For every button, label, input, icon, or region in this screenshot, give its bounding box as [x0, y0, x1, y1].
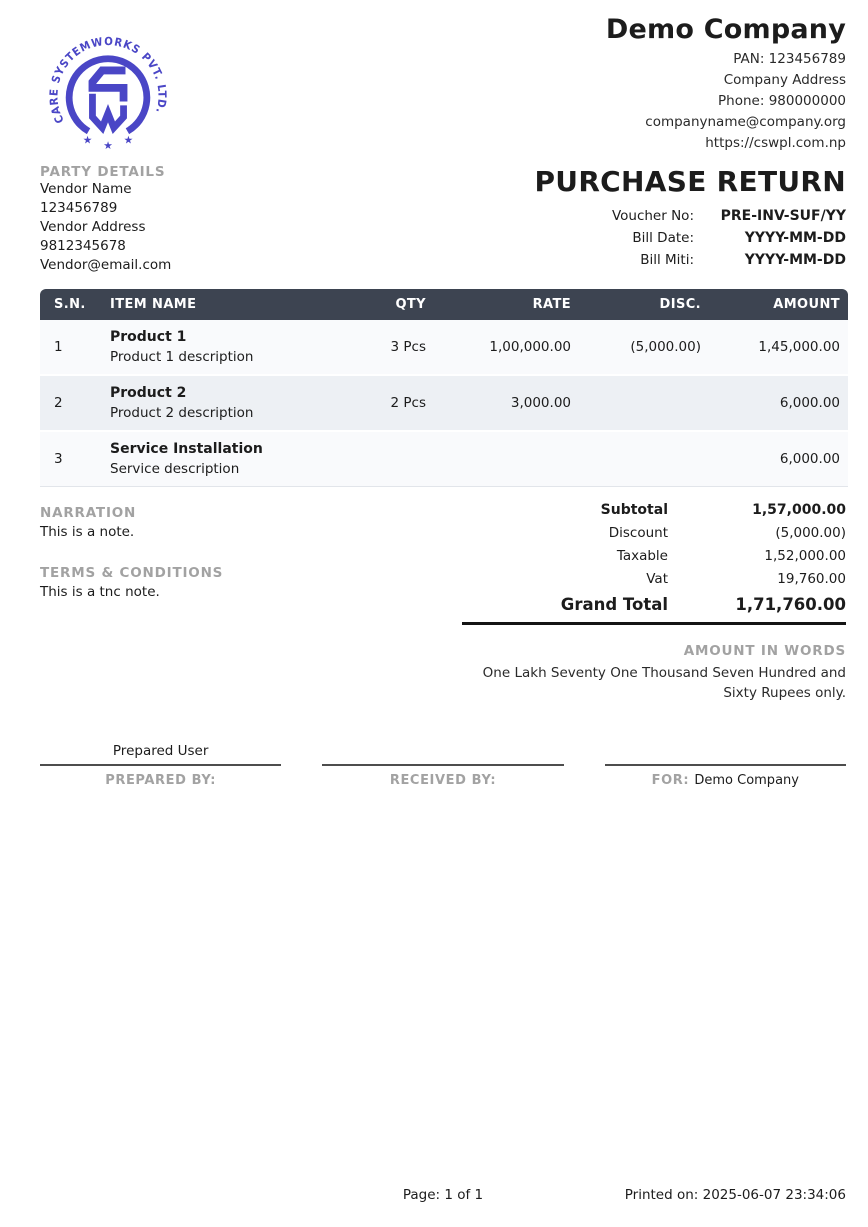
party-vendor-phone: 9812345678 [40, 238, 126, 254]
received-by-block [322, 743, 563, 788]
items-table-header-row [40, 289, 848, 320]
received-by-label: RECEIVED BY: [389, 773, 497, 788]
amount-in-words-section [40, 643, 846, 703]
cell-rate [434, 430, 579, 487]
bill-date-label: Bill Date: [632, 230, 694, 246]
for-company-block [605, 743, 846, 788]
bill-miti-value: YYYY-MM-DD [744, 252, 846, 268]
terms-text: This is a tnc note. [40, 584, 160, 600]
cell-item [102, 374, 342, 430]
voucher-no-value: PRE-INV-SUF/YY [720, 208, 846, 224]
party-details-heading: PARTY DETAILS [40, 164, 166, 180]
for-company-name [605, 743, 846, 764]
taxable-label: Taxable [616, 548, 668, 564]
star-icon: ★ [103, 139, 113, 153]
voucher-no-row [534, 205, 846, 227]
cell-sn: 1 [54, 339, 63, 355]
vat-row [462, 568, 846, 591]
for-company-label [605, 773, 846, 788]
col-header-sn: S.N. [40, 289, 102, 320]
document-title: PURCHASE RETURN [534, 165, 846, 198]
cell-disc: (5,000.00) [630, 339, 701, 355]
page-footer [40, 1187, 846, 1205]
party-vendor-address: Vendor Address [40, 219, 146, 235]
narration-text: This is a note. [40, 524, 135, 540]
party-vendor-email: Vendor@email.com [40, 257, 172, 273]
cell-qty: 2 Pcs [342, 374, 434, 430]
items-table [40, 289, 848, 487]
document-header [40, 14, 846, 275]
signature-line [605, 764, 846, 766]
table-row [40, 320, 848, 374]
star-icon: ★ [82, 133, 93, 147]
item-name: Product 1 [110, 329, 187, 345]
bill-miti-label: Bill Miti: [640, 252, 694, 268]
for-company-value: Demo Company [694, 773, 799, 788]
narration-heading: NARRATION [40, 505, 137, 521]
col-header-rate: RATE [434, 289, 579, 320]
party-vendor-pan: 123456789 [40, 200, 118, 216]
item-description: Product 1 description [110, 349, 254, 365]
cell-sn: 2 [40, 374, 102, 430]
notes-section [40, 499, 440, 625]
table-row [40, 374, 848, 430]
grand-total-row [462, 591, 846, 625]
signature-line [322, 764, 563, 766]
grand-total-value: 1,71,760.00 [735, 595, 846, 614]
cell-disc [579, 430, 709, 487]
company-logo [40, 14, 176, 156]
cell-amount: 1,45,000.00 [758, 339, 840, 355]
logo-arc-text: CARE SYSTEMWORKS PVT. LTD. [47, 34, 169, 126]
bill-date-value: YYYY-MM-DD [744, 230, 846, 246]
cell-rate: 1,00,000.00 [489, 339, 571, 355]
amount-in-words-heading: AMOUNT IN WORDS [683, 643, 846, 659]
discount-row [462, 522, 846, 545]
item-name: Product 2 [110, 385, 187, 401]
page-number: Page: 1 of 1 [402, 1187, 484, 1203]
company-name: Demo Company [605, 14, 846, 45]
company-phone: Phone: 980000000 [718, 93, 846, 109]
grand-total-label: Grand Total [560, 595, 668, 614]
taxable-row [462, 545, 846, 568]
item-description: Service description [110, 461, 240, 477]
subtotal-row [462, 499, 846, 522]
prepared-by-label: PREPARED BY: [105, 773, 217, 788]
for-label: FOR: [651, 773, 690, 788]
amount-in-words-text: One Lakh Seventy One Thousand Seven Hundred and Sixty Rupees only. [482, 665, 846, 701]
logo-monogram-s-icon [92, 70, 125, 101]
party-details [40, 164, 350, 275]
col-header-amount: AMOUNT [709, 289, 848, 320]
printed-timestamp: Printed on: 2025-06-07 23:34:06 [624, 1187, 846, 1203]
cell-amount: 6,000.00 [709, 374, 848, 430]
logo-monogram-w-icon [92, 94, 123, 128]
bill-miti-row [534, 249, 846, 271]
bill-date-row [534, 227, 846, 249]
signature-section [40, 743, 846, 788]
cell-item [102, 320, 342, 374]
discount-label: Discount [608, 525, 668, 541]
table-row [40, 430, 848, 487]
company-website: https://cswpl.com.np [705, 135, 846, 151]
item-description: Product 2 description [110, 405, 254, 421]
prepared-by-name: Prepared User [112, 743, 209, 759]
subtotal-value: 1,57,000.00 [752, 502, 846, 518]
star-icon: ★ [123, 133, 134, 147]
item-name: Service Installation [110, 441, 263, 457]
cell-disc [579, 374, 709, 430]
vat-label: Vat [646, 571, 668, 587]
col-header-item-name: ITEM NAME [102, 289, 342, 320]
taxable-value: 1,52,000.00 [764, 548, 846, 564]
vat-value: 19,760.00 [777, 571, 846, 587]
cell-qty [342, 430, 434, 487]
party-vendor-name: Vendor Name [40, 181, 132, 197]
col-header-disc: DISC. [579, 289, 709, 320]
cell-sn: 3 [40, 430, 102, 487]
cell-rate: 3,000.00 [434, 374, 579, 430]
cell-item [102, 430, 342, 487]
prepared-by-block [40, 743, 281, 788]
voucher-meta [534, 205, 846, 271]
received-by-name [322, 743, 563, 764]
col-header-qty: QTY [342, 289, 434, 320]
company-pan: PAN: 123456789 [733, 51, 846, 67]
totals-section [462, 499, 846, 625]
subtotal-label: Subtotal [600, 502, 668, 518]
cell-amount: 6,000.00 [709, 430, 848, 487]
company-email: companyname@company.org [645, 114, 846, 130]
discount-value: (5,000.00) [775, 525, 846, 541]
terms-heading: TERMS & CONDITIONS [40, 565, 224, 581]
company-address: Company Address [723, 72, 846, 88]
cell-qty: 3 Pcs [390, 339, 426, 355]
voucher-no-label: Voucher No: [611, 208, 694, 224]
signature-line [40, 764, 281, 766]
